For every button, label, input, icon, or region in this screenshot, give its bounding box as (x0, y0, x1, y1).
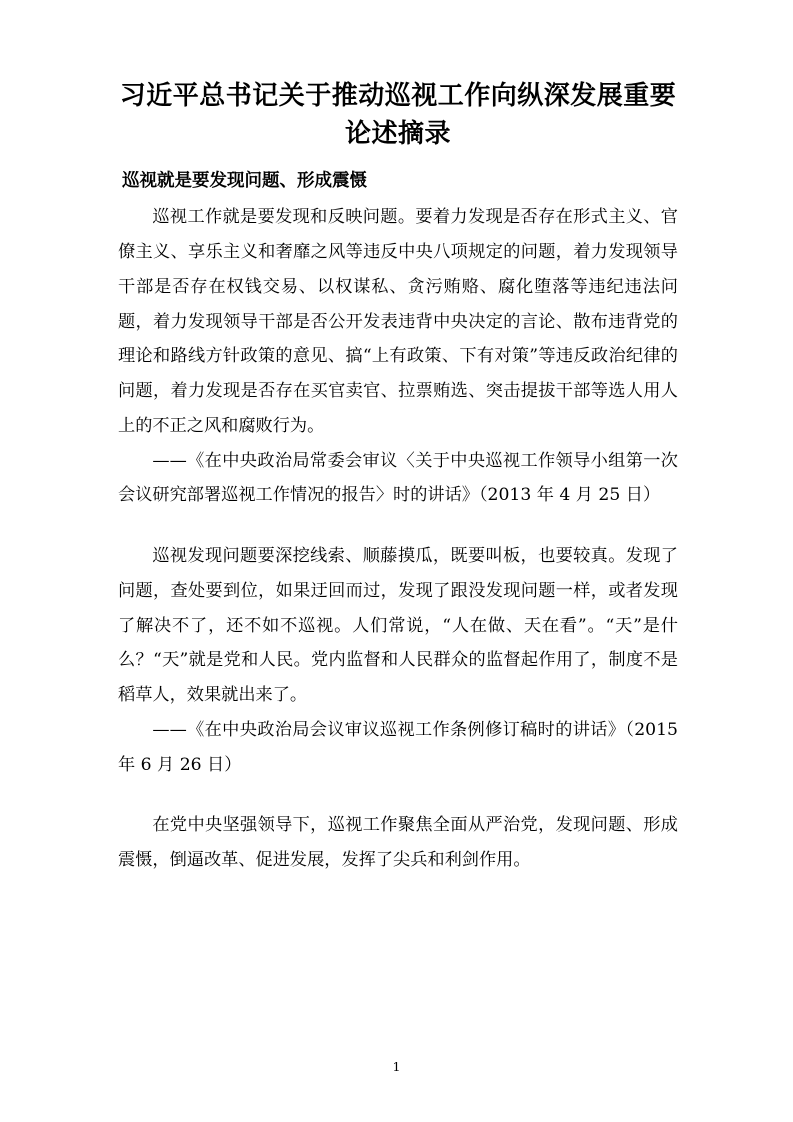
body-paragraph-3: 在党中央坚强领导下，巡视工作聚焦全面从严治党，发现问题、形成震慑，倒逼改革、促进发展，发挥了尖兵和利剑作用。 (118, 815, 678, 871)
source-citation-1: ——《在中央政治局常委会审议〈关于中央巡视工作领导小组第一次会议研究部署巡视工作情况的报告〉时的讲话》（2013 年 4 月 25 日） (118, 450, 678, 506)
body-paragraph-2: 巡视发现问题要深挖线索、顺藤摸瓜，既要叫板，也要较真。发现了问题，查处要到位，如果迂回而过，发现了跟没发现问题一样，或者发现了解决不了，还不如不巡视。人们常说，“人在做、天在看”。“天”是什么？“天”就是党和人民。党内监督和人民群众的监督起作用了，制度不是稻草人，效果就出来了。 (118, 546, 678, 706)
section-heading: 巡视就是要发现问题、形成震慑 (122, 171, 367, 192)
paragraph-spacer (118, 782, 678, 808)
page-title: 习近平总书记关于推动巡视工作向纵深发展重要论述摘录 (119, 81, 677, 149)
body-paragraph-1: 巡视工作就是要发现和反映问题。要着力发现是否存在形式主义、官僚主义、享乐主义和奢靡之风等违反中央八项规定的问题，着力发现领导干部是否存在权钱交易、以权谋私、贪污贿赂、腐化堕落等违纪违法问题，着力发现领导干部是否公开发表违背中央决定的言论、散布违背党的理论和路线方针政策的意见、搞“上有政策、下有对策”等违反政治纪律的问题，着力发现是否存在买官卖官、拉票贿选、突击提拔干部等选人用人上的不正之风和腐败行为。 (118, 207, 678, 436)
page-content (118, 78, 678, 878)
page-number: 1 (392, 1059, 401, 1074)
paragraph-spacer (118, 513, 678, 539)
source-citation-2: ——《在中央政治局会议审议巡视工作条例修订稿时的讲话》（2015 年 6 月 26 日） (118, 719, 678, 775)
